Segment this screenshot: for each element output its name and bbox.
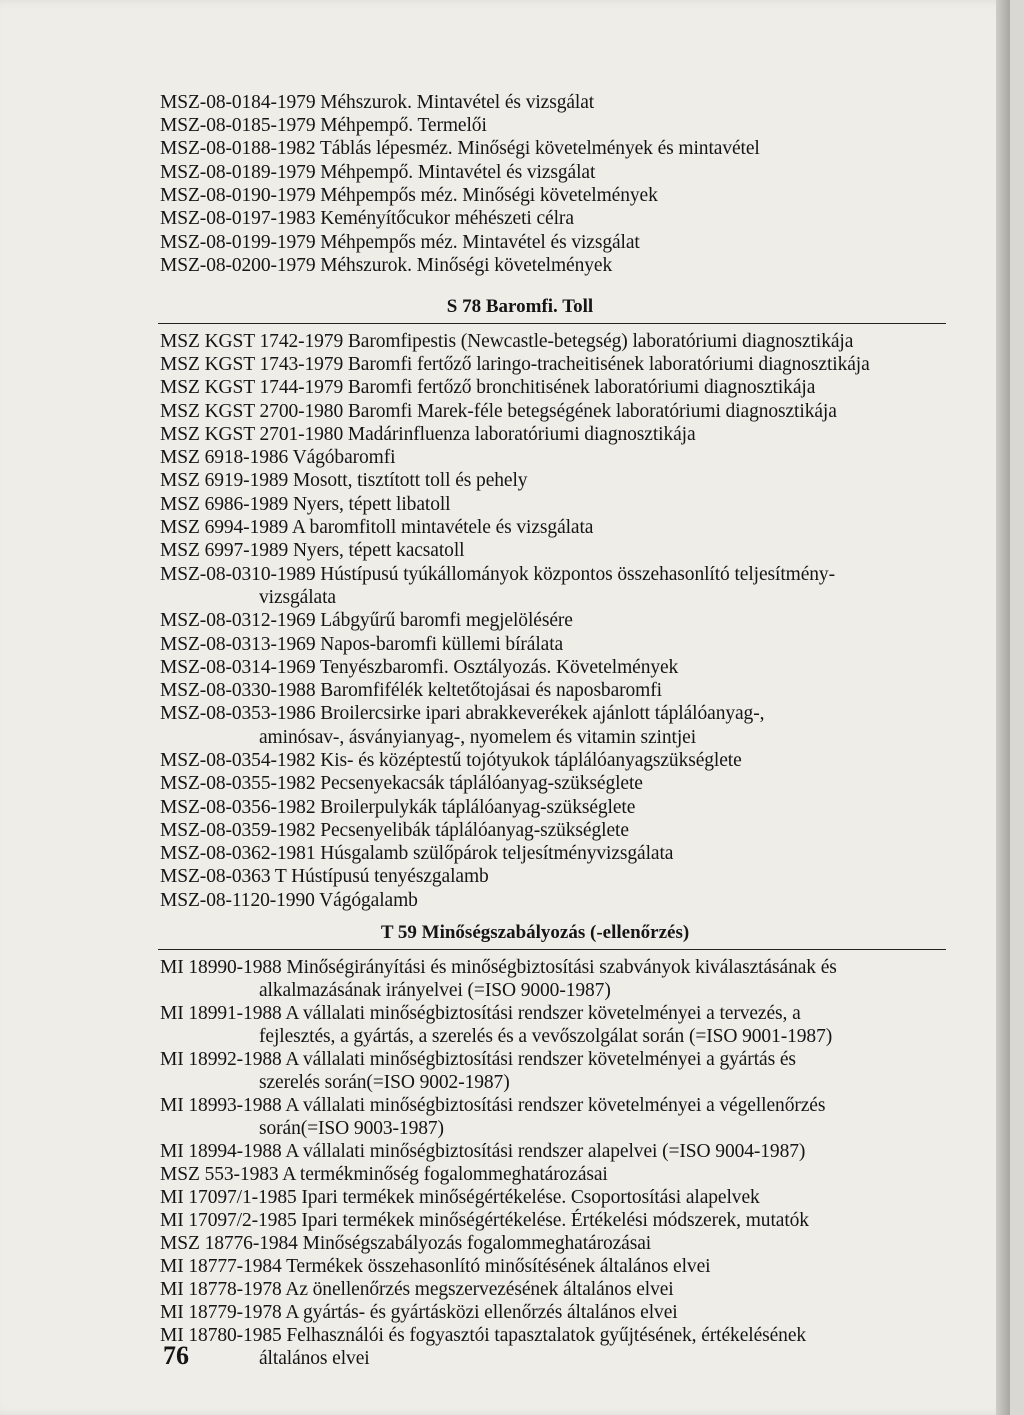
- list-item: MSZ-08-0363 T Hústípusú tenyészgalamb: [160, 866, 489, 887]
- list-item: MSZ-08-0199-1979 Méhpempős méz. Mintavétel és vizsgálat: [160, 232, 640, 253]
- list-item: MI 18993-1988 A vállalati minőségbiztosítási rendszer követelményei a végellenőrzés: [160, 1095, 826, 1116]
- list-item: MI 18991-1988 A vállalati minőségbiztosítási rendszer követelményei a tervezés, a: [160, 1003, 801, 1024]
- section-heading-s78: S 78 Baromfi. Toll: [446, 296, 594, 317]
- page-number: 76: [163, 1341, 189, 1370]
- list-item: MSZ-08-0310-1989 Hústípusú tyúkállományok központos összehasonlító teljesítmény-: [160, 564, 835, 585]
- list-item: MSZ-08-0362-1981 Húsgalamb szülőpárok teljesítményvizsgálata: [160, 843, 674, 864]
- list-item: MSZ-08-0353-1986 Broilercsirke ipari abrakkeverékek ajánlott táplálóanyag-,: [160, 703, 765, 724]
- list-item: MI 17097/1-1985 Ipari termékek minőségértékelése. Csoportosítási alapelvek: [160, 1187, 760, 1208]
- list-item: MSZ KGST 1744-1979 Baromfi fertőző bronchitisének laboratóriumi diagnosztikája: [160, 377, 816, 398]
- list-item: MSZ KGST 2701-1980 Madárinfluenza laboratóriumi diagnosztikája: [160, 424, 696, 445]
- list-item: MSZ-08-0355-1982 Pecsenyekacsák táplálóanyag-szükséglete: [160, 773, 643, 794]
- list-item: MSZ 18776-1984 Minőségszabályozás fogalommeghatározásai: [160, 1233, 652, 1254]
- list-item: MSZ 553-1983 A termékminőség fogalommeghatározásai: [160, 1164, 608, 1185]
- section-rule: [158, 949, 946, 950]
- list-item: MI 18779-1978 A gyártás- és gyártásközi ellenőrzés általános elvei: [160, 1302, 678, 1323]
- list-item: MSZ 6997-1989 Nyers, tépett kacsatoll: [160, 540, 465, 561]
- list-item: MSZ-08-0356-1982 Broilerpulykák táplálóanyag-szükséglete: [160, 797, 636, 818]
- list-item: MSZ 6919-1989 Mosott, tisztított toll és pehely: [160, 470, 528, 491]
- list-item: MSZ-08-0312-1969 Lábgyűrű baromfi megjelölésére: [160, 610, 573, 631]
- list-item-continuation: általános elvei: [259, 1348, 370, 1369]
- list-item: MI 18777-1984 Termékek összehasonlító minősítésének általános elvei: [160, 1256, 711, 1277]
- list-item-continuation: aminósav-, ásványianyag-, nyomelem és vitamin szintjei: [259, 727, 697, 748]
- list-item-continuation: vizsgálata: [259, 587, 336, 608]
- list-item: MSZ KGST 1743-1979 Baromfi fertőző laringo-tracheitisének laboratóriumi diagnosztikája: [160, 354, 870, 375]
- list-item: MSZ-08-0184-1979 Méhszurok. Mintavétel és vizsgálat: [160, 92, 595, 113]
- list-item: MI 18992-1988 A vállalati minőségbiztosítási rendszer követelményei a gyártás és: [160, 1049, 796, 1070]
- list-item: MI 18780-1985 Felhasználói és fogyasztói tapasztalatok gyűjtésének, értékelésének: [160, 1325, 807, 1346]
- section-heading-t59: T 59 Minőségszabályozás (-ellenőrzés): [380, 922, 690, 943]
- list-item: MSZ-08-0197-1983 Keményítőcukor méhészeti célra: [160, 208, 574, 229]
- list-item: MSZ KGST 1742-1979 Baromfipestis (Newcastle-betegség) laboratóriumi diagnosztikája: [160, 331, 854, 352]
- list-item-continuation: fejlesztés, a gyártás, a szerelés és a vevőszolgálat során (=ISO 9001-1987): [259, 1026, 833, 1047]
- list-item-continuation: során(=ISO 9003-1987): [259, 1118, 444, 1139]
- list-item-continuation: szerelés során(=ISO 9002-1987): [259, 1072, 510, 1093]
- list-item: MSZ-08-0359-1982 Pecsenyelibák táplálóanyag-szükséglete: [160, 820, 629, 841]
- list-item: MSZ-08-1120-1990 Vágógalamb: [160, 890, 418, 911]
- list-item: MSZ-08-0330-1988 Baromfifélék keltetőtojásai és naposbaromfi: [160, 680, 662, 701]
- list-item: MSZ-08-0200-1979 Méhszurok. Minőségi követelmények: [160, 255, 613, 276]
- list-item: MSZ 6918-1986 Vágóbaromfi: [160, 447, 396, 468]
- list-item: MSZ-08-0313-1969 Napos-baromfi küllemi bírálata: [160, 634, 564, 655]
- list-item: MI 18994-1988 A vállalati minőségbiztosítási rendszer alapelvei (=ISO 9004-1987): [160, 1141, 806, 1162]
- list-item: MI 17097/2-1985 Ipari termékek minőségértékelése. Értékelési módszerek, mutatók: [160, 1210, 809, 1231]
- list-item: MSZ 6994-1989 A baromfitoll mintavétele és vizsgálata: [160, 517, 594, 538]
- list-item: MSZ-08-0354-1982 Kis- és középtestű tojótyukok táplálóanyagszükséglete: [160, 750, 742, 771]
- list-item: MSZ-08-0314-1969 Tenyészbaromfi. Osztályozás. Követelmények: [160, 657, 679, 678]
- list-item: MSZ-08-0185-1979 Méhpempő. Termelői: [160, 115, 487, 136]
- list-item: MSZ KGST 2700-1980 Baromfi Marek-féle betegségének laboratóriumi diagnosztikája: [160, 401, 837, 422]
- list-item: MSZ-08-0190-1979 Méhpempős méz. Minőségi követelmények: [160, 185, 658, 206]
- list-item: MSZ 6986-1989 Nyers, tépett libatoll: [160, 494, 451, 515]
- list-item: MSZ-08-0188-1982 Táblás lépesméz. Minőségi követelmények és mintavétel: [160, 138, 760, 159]
- page-edge-shadow: [996, 0, 1010, 1415]
- list-item-continuation: alkalmazásának irányelvei (=ISO 9000-1987): [259, 980, 611, 1001]
- section-rule: [158, 323, 946, 324]
- list-item: MI 18778-1978 Az önellenőrzés megszervezésének általános elvei: [160, 1279, 674, 1300]
- list-item: MSZ-08-0189-1979 Méhpempő. Mintavétel és vizsgálat: [160, 162, 596, 183]
- list-item: MI 18990-1988 Minőségirányítási és minőségbiztosítási szabványok kiválasztásának és: [160, 957, 837, 978]
